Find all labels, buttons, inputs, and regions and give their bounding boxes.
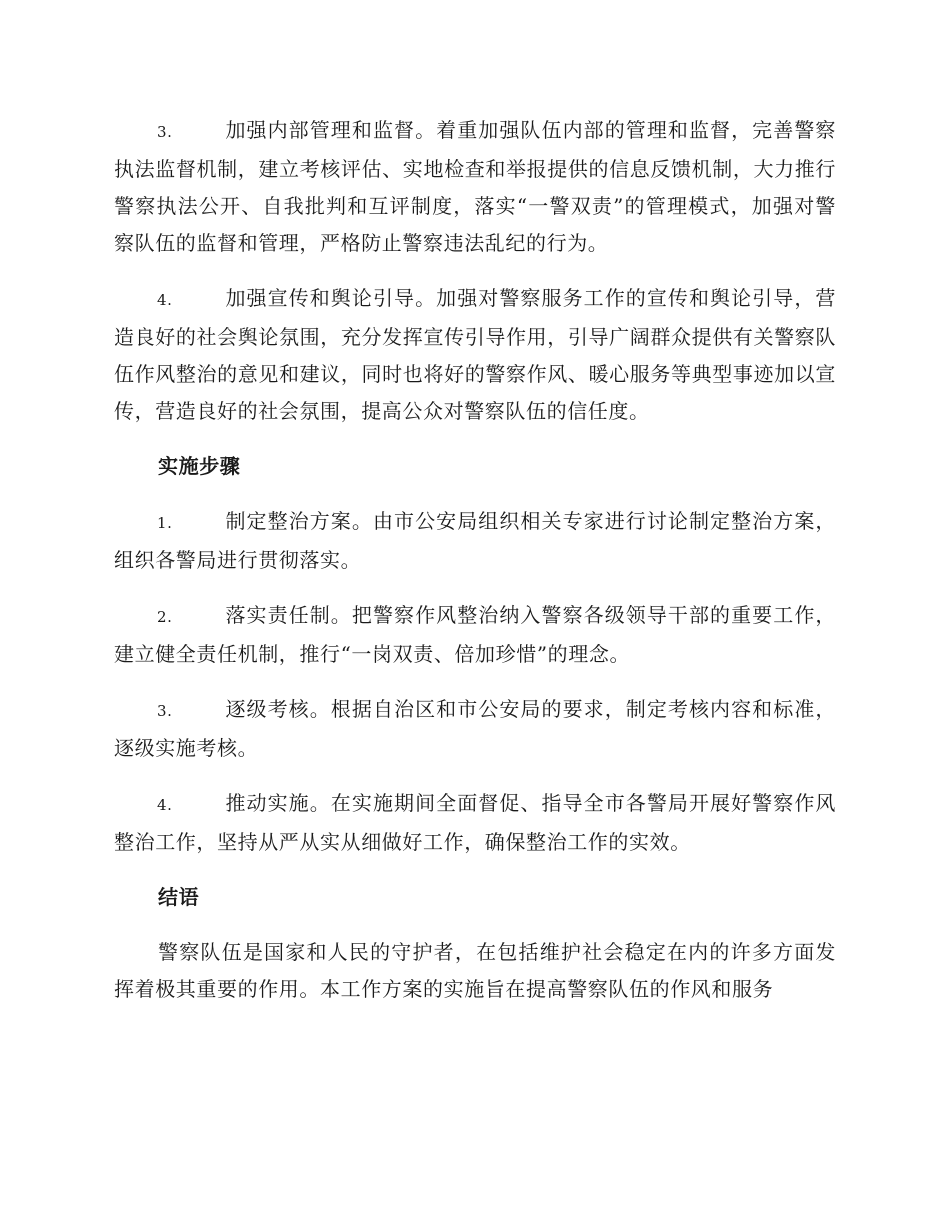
list-text: 推动实施。在实施期间全面督促、指导全市各警局开展好警察作风整治工作，坚持从严从实从细做好工作，确保整治工作的实效。 xyxy=(114,791,836,854)
list-text: 落实责任制。把警察作风整治纳入警察各级领导干部的重要工作，建立健全责任机制，推行“一岗双责、倍加珍惜”的理念。 xyxy=(114,603,836,666)
list-number: 4. xyxy=(157,796,173,814)
list-number: 1. xyxy=(157,514,173,532)
list-item xyxy=(114,280,836,430)
list-item xyxy=(114,691,836,767)
list-item xyxy=(114,503,836,579)
list-item xyxy=(114,597,836,673)
list-number: 2. xyxy=(157,608,173,626)
conclusion-paragraph: 警察队伍是国家和人民的守护者，在包括维护社会稳定在内的许多方面发挥着极其重要的作用。本工作方案的实施旨在提高警察队伍的作风和服务 xyxy=(114,940,836,1001)
list-text: 制定整治方案。由市公安局组织相关专家进行讨论制定整治方案，组织各警局进行贯彻落实。 xyxy=(114,509,836,572)
list-item xyxy=(114,112,836,262)
list-number: 4. xyxy=(157,291,173,309)
document-page xyxy=(114,112,836,1026)
list-text: 加强宣传和舆论引导。加强对警察服务工作的宣传和舆论引导，营造良好的社会舆论氛围，充分发挥宣传引导作用，引导广阔群众提供有关警察队伍作风整治的意见和建议，同时也将好的警察作风、暖心服务等典型事迹加以宣传，营造良好的社会氛围，提高公众对警察队伍的信任度。 xyxy=(114,286,836,423)
list-text: 加强内部管理和监督。着重加强队伍内部的管理和监督，完善警察执法监督机制，建立考核评估、实地检查和举报提供的信息反馈机制，大力推行警察执法公开、自我批判和互评制度，落实“一警双责”的管理模式，加强对警察队伍的监督和管理，严格防止警察违法乱纪的行为。 xyxy=(114,118,836,255)
list-item xyxy=(114,785,836,861)
list-number: 3. xyxy=(157,702,173,720)
section-heading-conclusion: 结语 xyxy=(158,885,200,909)
list-number: 3. xyxy=(157,123,173,141)
section-heading-implementation-steps: 实施步骤 xyxy=(158,454,241,478)
list-text: 逐级考核。根据自治区和市公安局的要求，制定考核内容和标准，逐级实施考核。 xyxy=(114,697,836,760)
